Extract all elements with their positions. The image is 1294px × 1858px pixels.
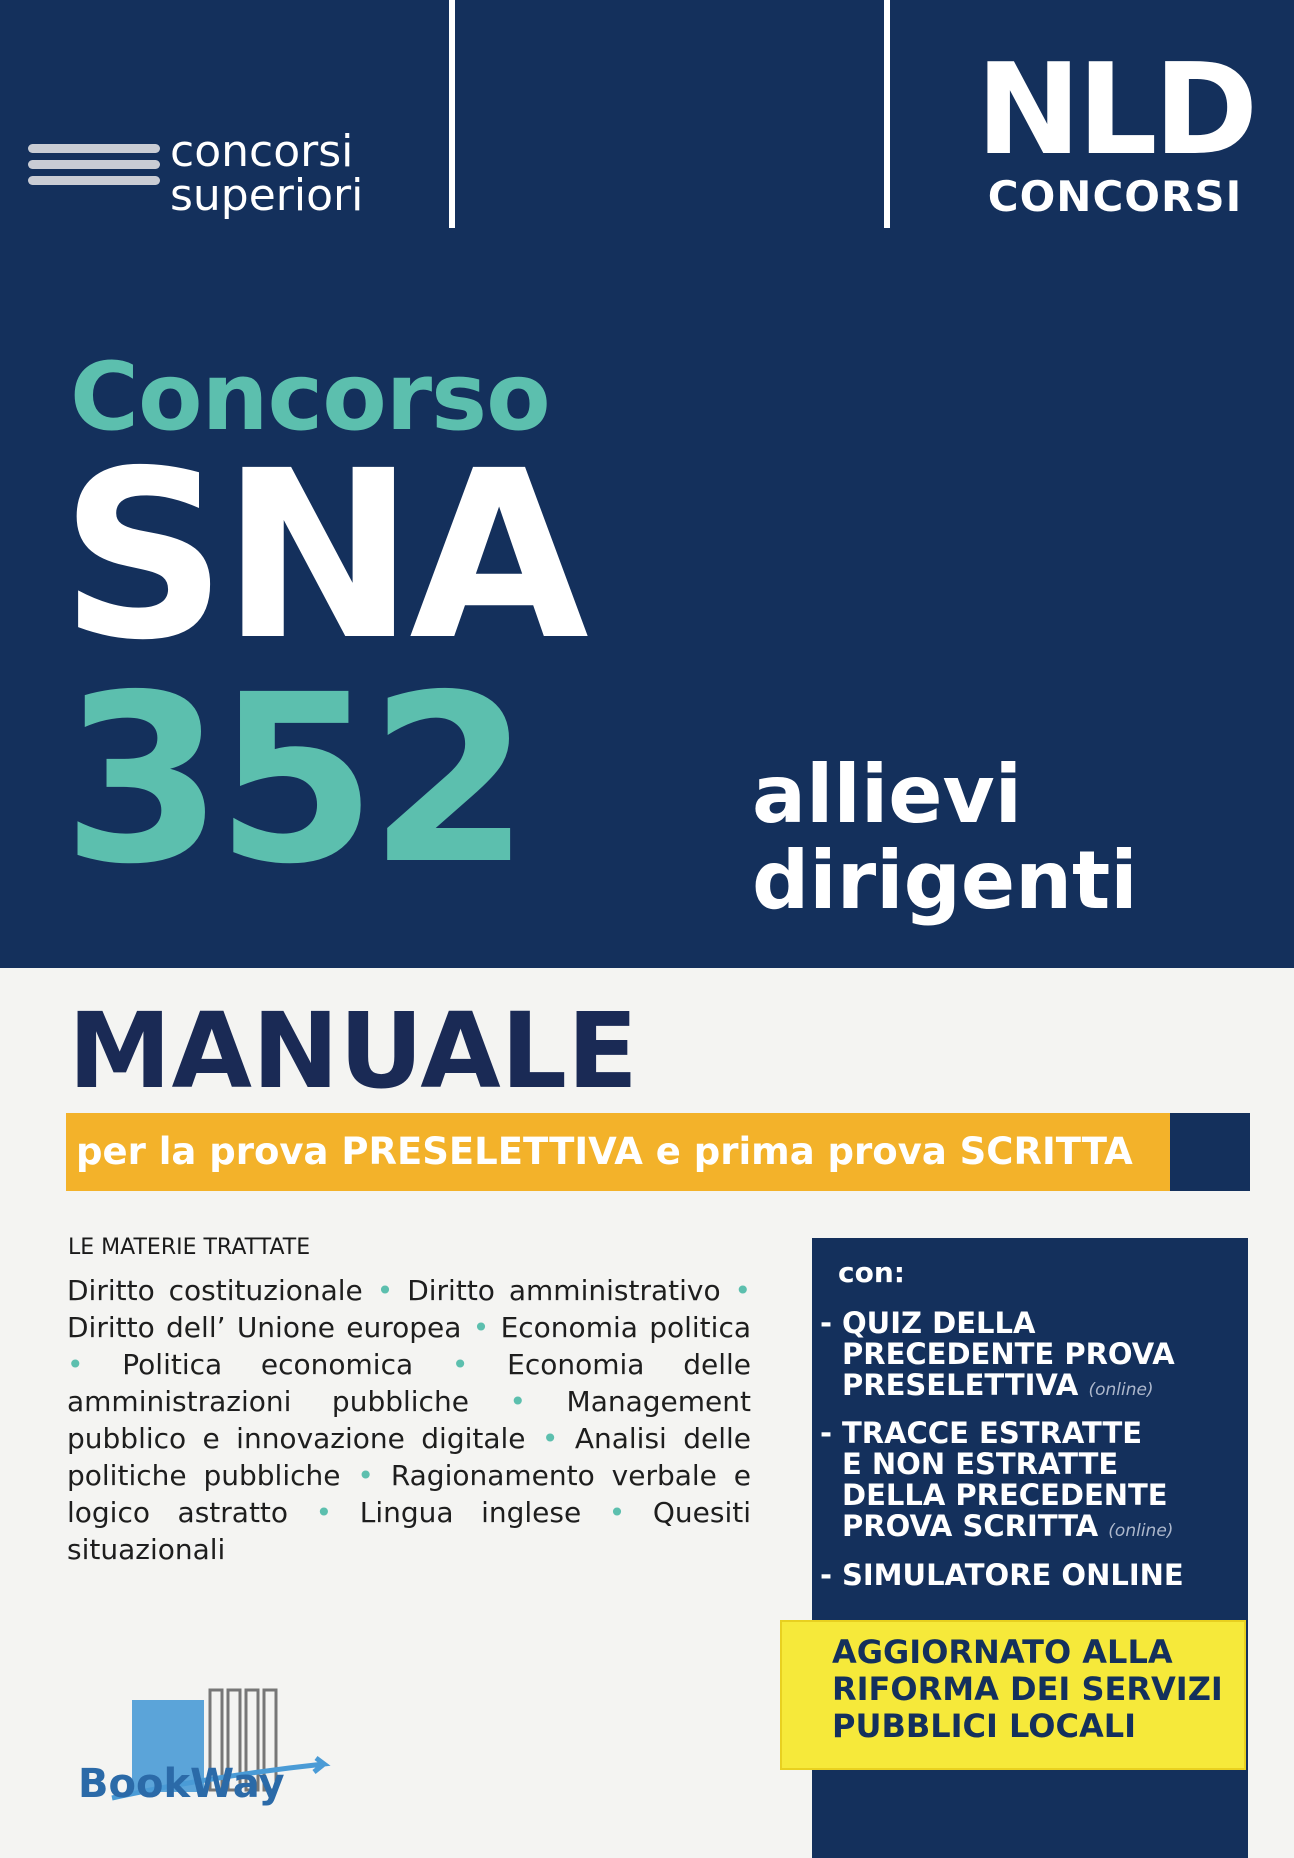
logo-line-1: concorsi <box>170 126 354 177</box>
subject-item: Economia delle amministrazioni pubbliche <box>67 1348 751 1418</box>
subject-item: Management pubblico e innovazione digitale <box>67 1385 751 1455</box>
update-line: PUBBLICI LOCALI <box>832 1707 1137 1745</box>
update-box-text <box>832 1634 1223 1745</box>
subjects-list <box>67 1272 751 1568</box>
separator-dot: • <box>357 1459 374 1492</box>
extras-item-line: DELLA PRECEDENTE <box>842 1478 1168 1512</box>
subject-item: Lingua inglese <box>359 1496 582 1529</box>
extras-item-line <box>842 1511 1173 1547</box>
manual-heading: MANUALE <box>68 990 639 1112</box>
subject-item: Ragionamento verbale e logico astratto <box>67 1459 752 1529</box>
update-line: RIFORMA DEI SERVIZI <box>832 1670 1223 1708</box>
concorsi-superiori-logo <box>28 126 408 230</box>
separator-dot: • <box>451 1348 469 1381</box>
subject-item: Diritto dell’ Unione europea <box>67 1311 462 1344</box>
separator-dot: • <box>734 1274 752 1307</box>
subtitle-line-1: allievi <box>752 748 1023 841</box>
title-main: SNA <box>60 421 583 691</box>
extras-item-line: E NON ESTRATTE <box>842 1447 1119 1481</box>
banner-end-block <box>1170 1113 1250 1191</box>
extras-item-line: SIMULATORE ONLINE <box>842 1558 1184 1592</box>
separator-dot: • <box>541 1422 559 1455</box>
subject-item: Diritto amministrativo <box>407 1274 721 1307</box>
subject-item: Politica economica <box>122 1348 414 1381</box>
separator-dot: • <box>315 1496 333 1529</box>
nld-concorsi-logo <box>975 36 1255 222</box>
extras-item-line: QUIZ DELLA <box>842 1306 1036 1340</box>
title-number: 352 <box>62 645 523 915</box>
banner-text: per la prova PRESELETTIVA e prima prova SCRITTA <box>76 1130 1133 1173</box>
dash-marker: - <box>820 1558 833 1592</box>
divider-line <box>449 0 455 228</box>
title-subtitle <box>752 748 1138 927</box>
extras-intro: con: <box>838 1256 905 1289</box>
nld-mark: NLD <box>975 36 1255 183</box>
subject-item: Diritto costituzionale <box>67 1274 363 1307</box>
separator-dot: • <box>608 1496 626 1529</box>
separator-dot: • <box>472 1311 490 1344</box>
update-line: AGGIORNATO ALLA <box>832 1633 1173 1671</box>
online-note: (online) <box>1088 1380 1154 1400</box>
dash-marker: - <box>820 1306 833 1340</box>
extras-item-line: TRACCE ESTRATTE <box>842 1416 1143 1450</box>
extras-item-text: PROVA SCRITTA <box>842 1509 1099 1543</box>
subject-item: Quesiti situazionali <box>67 1496 752 1566</box>
dash-marker: - <box>820 1416 833 1450</box>
separator-dot: • <box>67 1348 84 1381</box>
online-note: (online) <box>1108 1521 1174 1541</box>
subject-item: Economia politica <box>500 1311 751 1344</box>
extras-item-text: PRESELETTIVA <box>842 1368 1079 1402</box>
bookway-watermark-label: BookWay <box>78 1761 285 1807</box>
subtitle-line-2: dirigenti <box>752 834 1138 927</box>
separator-dot: • <box>376 1274 394 1307</box>
subjects-heading: LE MATERIE TRATTATE <box>68 1235 311 1260</box>
divider-line <box>884 0 890 228</box>
subject-item: Analisi delle politiche pubbliche <box>67 1422 752 1492</box>
logo-line-2: superiori <box>170 170 364 221</box>
title-prefix: Concorso <box>70 343 550 452</box>
extras-item-line <box>842 1370 1175 1406</box>
separator-dot: • <box>509 1385 526 1418</box>
stacked-books-icon <box>28 144 160 192</box>
extras-item-line: PRECEDENTE PROVA <box>842 1337 1175 1371</box>
nld-name: CONCORSI <box>987 172 1243 221</box>
